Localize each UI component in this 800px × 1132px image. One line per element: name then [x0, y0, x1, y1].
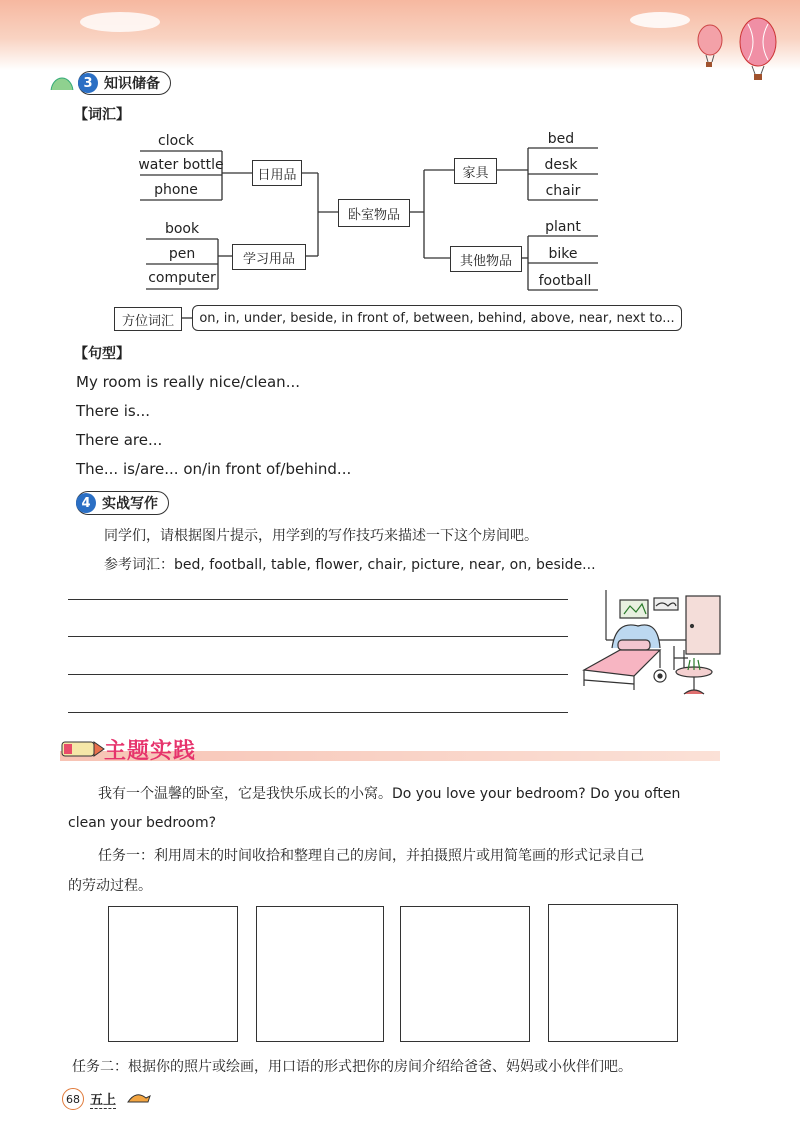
vocab-word: bike [548, 246, 578, 262]
group-label-daily: 日用品 [252, 160, 302, 186]
sentence-pattern: There is... [76, 402, 151, 420]
grade-label: 五上 [90, 1089, 116, 1109]
mindmap-lines [0, 0, 800, 340]
vocab-word: chair [545, 183, 581, 199]
writing-line[interactable] [68, 636, 568, 637]
vocab-word: water bottle [138, 157, 224, 173]
sentence-pattern: There are... [76, 431, 163, 449]
vocab-word: plant [545, 219, 581, 235]
theme-title: 主题实践 [104, 739, 197, 764]
sentence-pattern: The... is/are... on/in front of/behind... [76, 460, 352, 478]
section-number: 4 [76, 493, 96, 513]
reference-words: 参考词汇：bed, football, table, flower, chair, picture, near, on, beside... [104, 557, 596, 573]
section-title: 知识储备 [104, 76, 160, 92]
group-label-other: 其他物品 [450, 246, 522, 272]
vocab-word: clock [158, 133, 194, 149]
task1-text: 的劳动过程。 [68, 878, 152, 894]
writing-line[interactable] [68, 674, 568, 675]
drawing-frame[interactable] [108, 906, 238, 1042]
section-title: 实战写作 [102, 496, 158, 512]
vocab-word: football [538, 273, 592, 289]
writing-instruction: 同学们，请根据图片提示，用学到的写作技巧来描述一下这个房间吧。 [104, 528, 538, 544]
writing-line[interactable] [68, 599, 568, 600]
prepositions-label: 方位词汇 [114, 307, 182, 331]
vocab-word: pen [168, 246, 196, 262]
pencil-icon [58, 730, 108, 766]
vocab-heading: 【词汇】 [74, 107, 130, 123]
page-number: 68 [62, 1088, 84, 1110]
drawing-frame[interactable] [400, 906, 530, 1042]
mindmap-center: 卧室物品 [338, 199, 410, 227]
bedroom-illustration [576, 590, 726, 702]
bird-icon [126, 1088, 152, 1108]
vocab-word: computer [148, 270, 216, 286]
group-label-study: 学习用品 [232, 244, 306, 270]
section-number: 3 [78, 73, 98, 93]
theme-intro-line: clean your bedroom? [68, 815, 217, 831]
drawing-frame[interactable] [548, 904, 678, 1042]
sentence-heading: 【句型】 [74, 346, 130, 362]
drawing-frame[interactable] [256, 906, 384, 1042]
vocab-word: phone [154, 182, 198, 198]
task1-text: 任务一：利用周末的时间收拾和整理自己的房间，并拍摄照片或用简笔画的形式记录自己 [98, 848, 644, 864]
vocab-word: bed [547, 131, 575, 147]
task2-text: 任务二：根据你的照片或绘画，用口语的形式把你的房间介绍给爸爸、妈妈或小伙伴们吧。 [72, 1059, 632, 1075]
writing-line[interactable] [68, 712, 568, 713]
vocab-word: book [164, 221, 200, 237]
vocab-word: desk [544, 157, 578, 173]
section-4-header [76, 491, 169, 515]
prepositions-list: on, in, under, beside, in front of, between, behind, above, near, next to... [192, 305, 682, 331]
theme-intro-line: 我有一个温馨的卧室，它是我快乐成长的小窝。Do you love your bedroom? Do you often [98, 786, 681, 802]
group-label-furniture: 家具 [454, 158, 497, 184]
sentence-pattern: My room is really nice/clean... [76, 373, 300, 391]
